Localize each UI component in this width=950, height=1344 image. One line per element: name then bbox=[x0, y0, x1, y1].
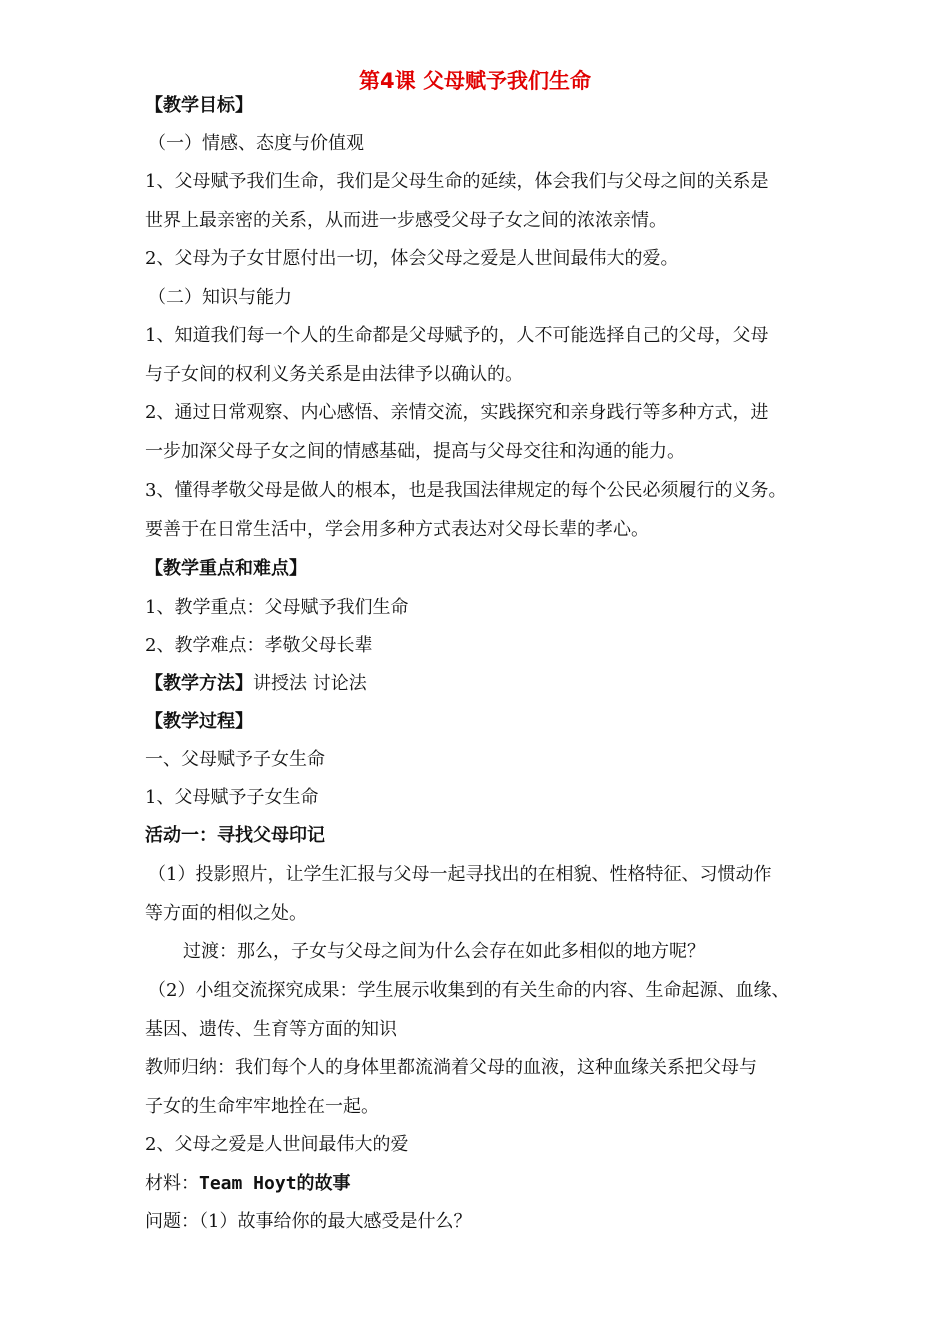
paragraph-line: 1、父母赋予我们生命，我们是父母生命的延续，体会我们与父母之间的关系是 bbox=[145, 171, 769, 192]
paragraph-line: 2、通过日常观察、内心感悟、亲情交流，实践探究和亲身践行等多种方式，进 bbox=[145, 402, 769, 423]
paragraph-line: 问题：（1）故事给你的最大感受是什么？ bbox=[145, 1211, 472, 1232]
paragraph-line: 等方面的相似之处。 bbox=[145, 903, 307, 924]
material-line bbox=[145, 1173, 351, 1195]
paragraph-line: 一步加深父母子女之间的情感基础，提高与父母交往和沟通的能力。 bbox=[145, 441, 685, 462]
paragraph-line: 1、父母赋予子女生命 bbox=[145, 787, 319, 808]
section-heading-objectives: 【教学目标】 bbox=[145, 95, 253, 116]
paragraph-line: 要善于在日常生活中，学会用多种方式表达对父母长辈的孝心。 bbox=[145, 519, 649, 540]
paragraph-line: 与子女间的权利义务关系是由法律予以确认的。 bbox=[145, 364, 523, 385]
subsection-heading: （二）知识与能力 bbox=[148, 287, 292, 308]
paragraph-line: 教师归纳：我们每个人的身体里都流淌着父母的血液，这种血缘关系把父母与 bbox=[145, 1057, 757, 1078]
paragraph-line: （1）投影照片，让学生汇报与父母一起寻找出的在相貌、性格特征、习惯动作 bbox=[148, 864, 772, 885]
material-name: Team Hoyt bbox=[199, 1173, 297, 1194]
paragraph-line: （2）小组交流探究成果：学生展示收集到的有关生命的内容、生命起源、血缘、 bbox=[148, 980, 790, 1001]
paragraph-line: 世界上最亲密的关系，从而进一步感受父母子女之间的浓浓亲情。 bbox=[145, 210, 667, 231]
paragraph-line: 子女的生命牢牢地拴在一起。 bbox=[145, 1096, 379, 1117]
paragraph-line: 过渡：那么，子女与父母之间为什么会存在如此多相似的地方呢？ bbox=[183, 941, 705, 962]
paragraph-line: 一、父母赋予子女生命 bbox=[145, 749, 325, 770]
material-label: 材料： bbox=[145, 1173, 199, 1194]
section-heading-methods: 【教学方法】 bbox=[145, 673, 253, 694]
section-heading-key-points: 【教学重点和难点】 bbox=[145, 558, 307, 579]
paragraph-line: 1、教学重点：父母赋予我们生命 bbox=[145, 597, 409, 618]
paragraph-line: 2、父母之爱是人世间最伟大的爱 bbox=[145, 1134, 409, 1155]
methods-text: 讲授法 讨论法 bbox=[253, 673, 367, 694]
paragraph-line: 2、父母为子女甘愿付出一切，体会父母之爱是人世间最伟大的爱。 bbox=[145, 248, 679, 269]
material-suffix: 的故事 bbox=[296, 1173, 351, 1194]
paragraph-line: 3、懂得孝敬父母是做人的根本，也是我国法律规定的每个公民必须履行的义务。 bbox=[145, 480, 787, 501]
paragraph-line: 2、教学难点：孝敬父母长辈 bbox=[145, 635, 373, 656]
section-heading-process: 【教学过程】 bbox=[145, 711, 253, 732]
paragraph-line: 1、知道我们每一个人的生命都是父母赋予的，人不可能选择自己的父母，父母 bbox=[145, 325, 769, 346]
activity-heading: 活动一：寻找父母印记 bbox=[145, 825, 325, 846]
subsection-heading: （一）情感、态度与价值观 bbox=[148, 133, 364, 154]
lesson-title: 第4课 父母赋予我们生命 bbox=[359, 69, 591, 93]
paragraph-line: 基因、遗传、生育等方面的知识 bbox=[145, 1019, 397, 1040]
methods-line bbox=[145, 673, 367, 695]
